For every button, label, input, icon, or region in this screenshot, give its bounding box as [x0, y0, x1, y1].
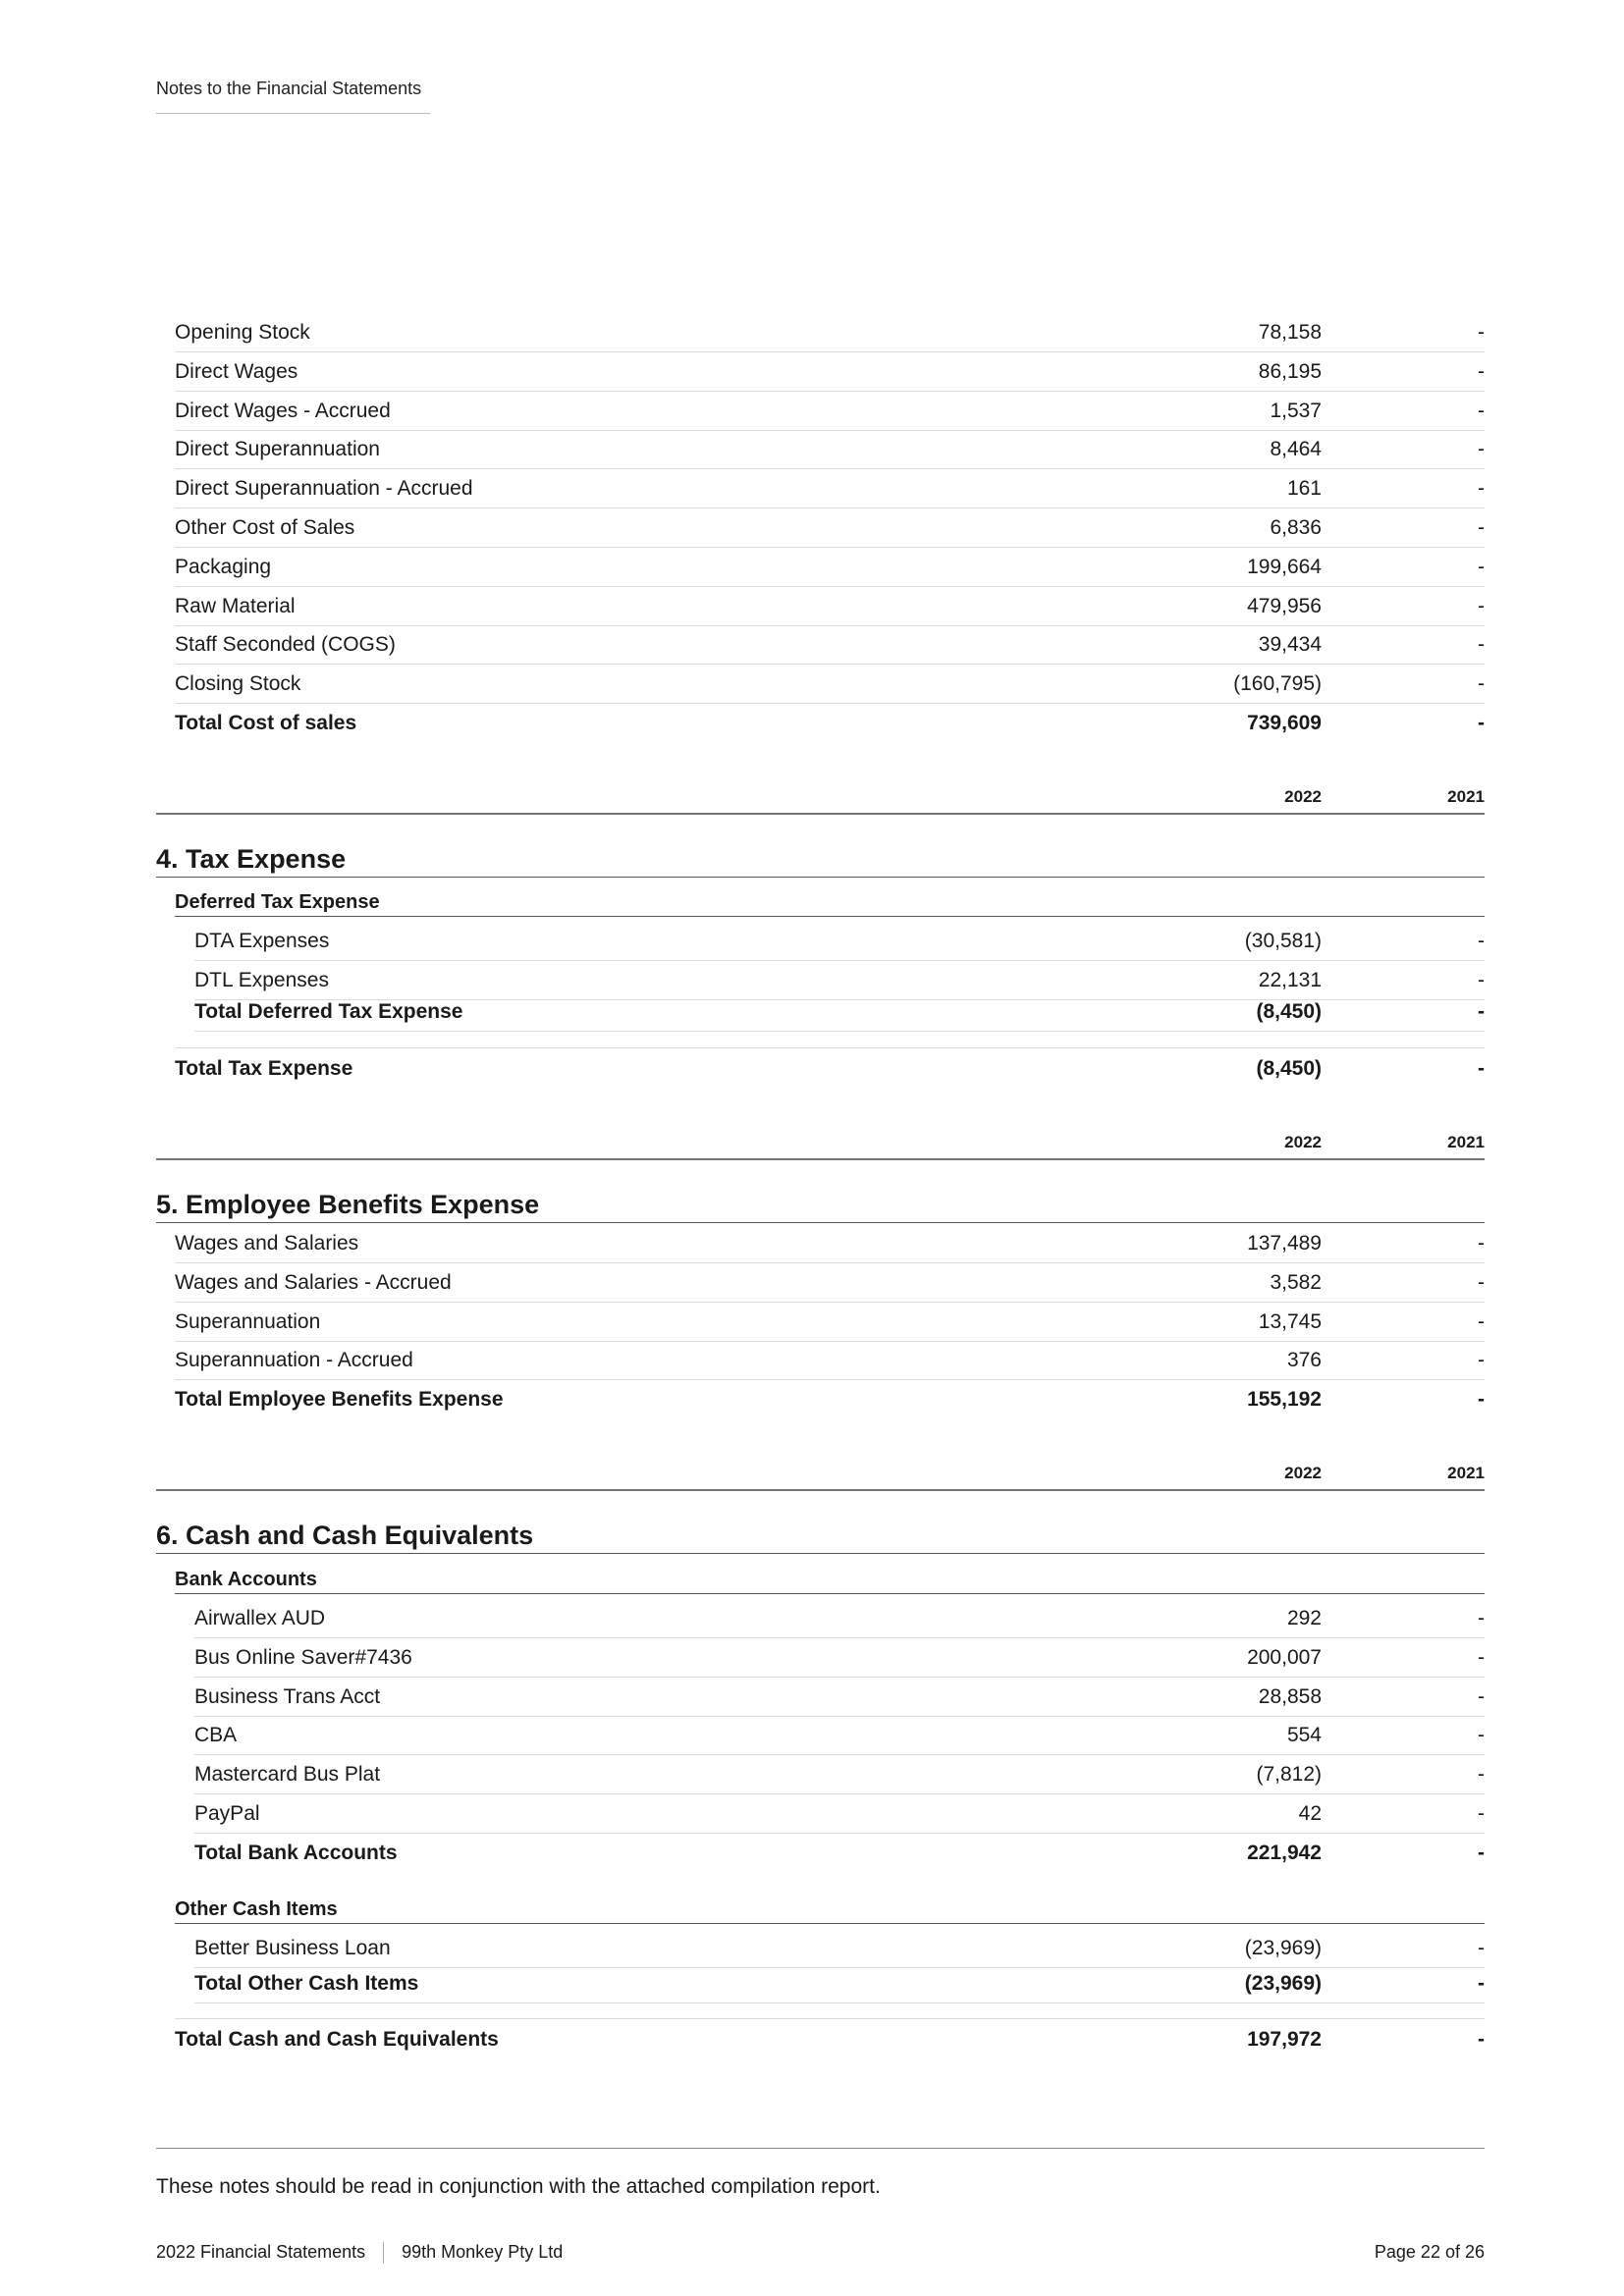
subsection-heading: Bank Accounts	[175, 1569, 1485, 1594]
page-number: Page 22 of 26	[1374, 2242, 1485, 2262]
total-row	[175, 1050, 1485, 1089]
year-2021: 2021	[1447, 1133, 1485, 1151]
table-row	[194, 1756, 1485, 1794]
table-row	[194, 1795, 1485, 1834]
value-2021: -	[1478, 555, 1485, 578]
value-2021: -	[1478, 2028, 1485, 2051]
row-label: Airwallex AUD	[194, 1607, 326, 1629]
row-label: Direct Wages	[175, 359, 298, 383]
table-row	[175, 626, 1485, 665]
row-label: Total Bank Accounts	[194, 1842, 398, 1864]
subtotal-row	[194, 993, 1485, 1032]
value-2022: 3,582	[1270, 1270, 1322, 1294]
value-2021: -	[1478, 968, 1485, 991]
subsection-heading: Deferred Tax Expense	[175, 891, 1485, 917]
value-2022: 137,489	[1247, 1232, 1322, 1255]
row-label: PayPal	[194, 1802, 260, 1825]
value-2021: -	[1478, 1972, 1485, 1995]
value-2021: -	[1478, 1802, 1485, 1825]
value-2021: -	[1478, 594, 1485, 617]
table-row	[194, 1717, 1485, 1755]
value-2022: 39,434	[1258, 633, 1322, 657]
value-2022: 6,836	[1270, 516, 1322, 539]
table-row	[175, 470, 1485, 508]
value-2021: -	[1478, 1607, 1485, 1629]
year-2021: 2021	[1447, 787, 1485, 806]
row-label: Better Business Loan	[194, 1937, 391, 1959]
value-2022: 22,131	[1258, 968, 1322, 991]
section-title: 4. Tax Expense	[156, 844, 1485, 878]
footer-separator	[383, 2242, 384, 2264]
footer-divider	[156, 2148, 1485, 2149]
value-2022: 1,537	[1270, 399, 1322, 422]
value-2022: 28,858	[1258, 1684, 1322, 1708]
row-label: Staff Seconded (COGS)	[175, 633, 396, 657]
value-2022: 200,007	[1247, 1645, 1322, 1669]
row-label: CBA	[194, 1724, 238, 1747]
value-2021: -	[1478, 1763, 1485, 1787]
value-2022: 739,609	[1247, 712, 1322, 734]
row-label: Total Employee Benefits Expense	[175, 1388, 504, 1411]
row-label: Closing Stock	[175, 672, 301, 696]
value-2021: -	[1478, 1270, 1485, 1294]
value-2021: -	[1478, 1309, 1485, 1333]
value-2021: -	[1478, 516, 1485, 539]
value-2022: 197,972	[1247, 2028, 1322, 2051]
section-title: 6. Cash and Cash Equivalents	[156, 1521, 1485, 1554]
table-row	[194, 1639, 1485, 1678]
table-row	[175, 431, 1485, 469]
value-2021: -	[1478, 712, 1485, 734]
subsection-heading: Other Cash Items	[175, 1898, 1485, 1924]
value-2021: -	[1478, 1000, 1485, 1023]
total-row	[175, 2021, 1485, 2059]
row-label: Direct Superannuation - Accrued	[175, 477, 473, 501]
row-label: Other Cost of Sales	[175, 516, 355, 539]
row-label: Packaging	[175, 555, 272, 578]
value-2022: (8,450)	[1256, 1000, 1322, 1023]
value-2022: 78,158	[1258, 321, 1322, 344]
value-2021: -	[1478, 1645, 1485, 1669]
value-2022: (8,450)	[1256, 1057, 1322, 1080]
row-label: Direct Superannuation	[175, 438, 380, 461]
row-label: Raw Material	[175, 594, 296, 617]
value-2021: -	[1478, 1684, 1485, 1708]
section-title: 5. Employee Benefits Expense	[156, 1190, 1485, 1223]
table-row	[194, 1930, 1485, 1968]
divider	[175, 1047, 1485, 1048]
row-label: Total Other Cash Items	[194, 1972, 419, 1995]
footer-doc-info	[156, 2242, 563, 2264]
page-header-title: Notes to the Financial Statements	[156, 79, 430, 114]
value-2021: -	[1478, 1388, 1485, 1411]
year-2022: 2022	[1284, 1133, 1322, 1151]
value-2021: -	[1478, 930, 1485, 952]
footer-company-name: 99th Monkey Pty Ltd	[402, 2242, 564, 2262]
subtotal-row	[194, 1965, 1485, 2003]
year-header	[156, 781, 1485, 815]
value-2021: -	[1478, 438, 1485, 461]
value-2021: -	[1478, 672, 1485, 696]
value-2022: (23,969)	[1244, 1972, 1322, 1995]
total-row	[175, 1381, 1485, 1419]
value-2022: (7,812)	[1256, 1763, 1322, 1787]
row-label: Total Cost of sales	[175, 712, 357, 734]
table-row	[175, 1342, 1485, 1380]
value-2022: 13,745	[1258, 1309, 1322, 1333]
value-2022: 155,192	[1247, 1388, 1322, 1411]
table-row	[194, 1679, 1485, 1717]
divider	[175, 2018, 1485, 2019]
value-2022: 86,195	[1258, 359, 1322, 383]
row-label: Mastercard Bus Plat	[194, 1763, 381, 1787]
footer-document-name: 2022 Financial Statements	[156, 2242, 366, 2262]
row-label: DTL Expenses	[194, 968, 329, 991]
row-label: Direct Wages - Accrued	[175, 399, 391, 422]
value-2022: 161	[1286, 477, 1322, 501]
table-row	[194, 923, 1485, 961]
value-2022: 292	[1286, 1607, 1322, 1629]
value-2022: 42	[1298, 1802, 1322, 1825]
value-2021: -	[1478, 1232, 1485, 1255]
value-2021: -	[1478, 399, 1485, 422]
value-2022: (30,581)	[1244, 930, 1322, 952]
table-row	[194, 1600, 1485, 1638]
value-2021: -	[1478, 1937, 1485, 1959]
table-row	[175, 588, 1485, 626]
value-2021: -	[1478, 321, 1485, 344]
table-row	[175, 666, 1485, 704]
value-2021: -	[1478, 633, 1485, 657]
value-2021: -	[1478, 1349, 1485, 1372]
value-2021: -	[1478, 477, 1485, 501]
table-row	[175, 393, 1485, 431]
row-label: Total Cash and Cash Equivalents	[175, 2028, 499, 2051]
table-row	[175, 353, 1485, 392]
row-label: Total Deferred Tax Expense	[194, 1000, 463, 1023]
total-row	[175, 705, 1485, 743]
row-label: Opening Stock	[175, 321, 310, 344]
table-row	[175, 1264, 1485, 1303]
row-label: Wages and Salaries - Accrued	[175, 1270, 452, 1294]
table-row	[175, 1225, 1485, 1263]
row-label: DTA Expenses	[194, 930, 330, 952]
row-label: Superannuation - Accrued	[175, 1349, 413, 1372]
table-row	[175, 549, 1485, 587]
value-2022: 376	[1286, 1349, 1322, 1372]
value-2021: -	[1478, 1057, 1485, 1080]
year-header	[156, 1127, 1485, 1160]
year-header	[156, 1458, 1485, 1491]
table-row	[175, 314, 1485, 352]
table-row	[175, 509, 1485, 548]
value-2021: -	[1478, 1724, 1485, 1747]
value-2022: 554	[1286, 1724, 1322, 1747]
row-label: Bus Online Saver#7436	[194, 1645, 412, 1669]
row-label: Superannuation	[175, 1309, 321, 1333]
footer-note: These notes should be read in conjunction with the attached compilation report.	[156, 2175, 881, 2198]
table-row	[175, 1304, 1485, 1342]
row-label: Total Tax Expense	[175, 1057, 353, 1080]
year-2022: 2022	[1284, 787, 1322, 806]
value-2022: 199,664	[1247, 555, 1322, 578]
value-2022: (23,969)	[1244, 1937, 1322, 1959]
row-label: Business Trans Acct	[194, 1684, 381, 1708]
year-2021: 2021	[1447, 1464, 1485, 1482]
year-2022: 2022	[1284, 1464, 1322, 1482]
value-2022: 8,464	[1270, 438, 1322, 461]
row-label: Wages and Salaries	[175, 1232, 359, 1255]
subtotal-row	[194, 1835, 1485, 1873]
value-2022: 479,956	[1247, 594, 1322, 617]
value-2021: -	[1478, 1842, 1485, 1864]
value-2022: (160,795)	[1233, 672, 1322, 696]
value-2022: 221,942	[1247, 1842, 1322, 1864]
value-2021: -	[1478, 359, 1485, 383]
